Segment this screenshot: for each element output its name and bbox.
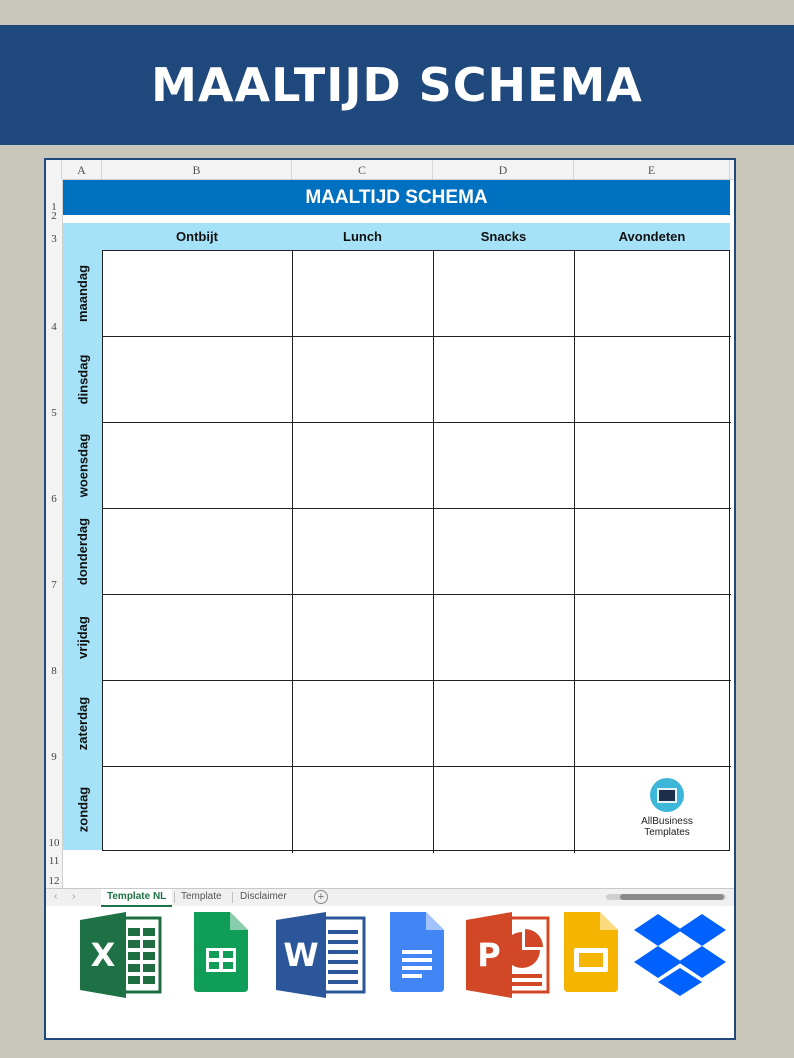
schedule-title[interactable] (63, 180, 730, 215)
excel-icon[interactable] (78, 910, 162, 1000)
app-icon-row (46, 910, 734, 1020)
meal-cell[interactable] (575, 251, 731, 337)
tab-template-nl[interactable]: Template NL (101, 889, 172, 907)
column-header-c[interactable]: C (292, 160, 433, 179)
select-all-corner[interactable] (46, 160, 62, 179)
schedule-title-text: MAALTIJD SCHEMA (305, 186, 488, 208)
google-slides-icon[interactable] (560, 910, 620, 994)
column-header-a[interactable]: A (62, 160, 102, 179)
meal-cell[interactable] (434, 681, 575, 767)
day-label: maandag (75, 264, 91, 322)
day-label: zondag (75, 786, 90, 832)
row-header-9[interactable]: 9 (51, 751, 57, 763)
day-cell-dinsdag[interactable] (63, 336, 102, 422)
day-column (63, 250, 102, 850)
meal-header-row (63, 223, 730, 250)
meal-cell[interactable] (293, 251, 434, 337)
sheet-tab-bar (46, 888, 734, 906)
tab-template[interactable]: Template (181, 891, 222, 902)
meal-header-snacks[interactable]: Snacks (480, 229, 527, 244)
meal-cell[interactable] (293, 767, 434, 853)
day-label: zaterdag (75, 696, 90, 750)
meal-cell[interactable] (103, 423, 293, 509)
laptop-icon (650, 778, 684, 812)
row-headers (46, 179, 63, 902)
meal-cell[interactable] (103, 251, 293, 337)
meal-cell[interactable] (434, 251, 575, 337)
add-sheet-button[interactable]: + (314, 890, 328, 904)
column-header-b[interactable]: B (102, 160, 292, 179)
tab-divider (232, 892, 233, 903)
dropbox-icon[interactable] (632, 910, 728, 998)
scrollbar-thumb[interactable] (620, 894, 724, 900)
meal-cell[interactable] (575, 423, 731, 509)
day-label: vrijdag (75, 615, 90, 659)
meal-header-lunch[interactable]: Lunch (343, 229, 382, 244)
day-label: dinsdag (75, 354, 90, 404)
tab-scroll-arrows-icon[interactable]: ‹ › (54, 891, 82, 902)
row-header-12[interactable]: 12 (48, 875, 60, 887)
page-banner (0, 25, 794, 145)
meal-header-ontbijt[interactable]: Ontbijt (176, 229, 218, 244)
day-label: woensdag (75, 433, 91, 497)
meal-header-avondeten[interactable]: Avondeten (618, 229, 686, 244)
row-header-6[interactable]: 6 (51, 493, 57, 505)
google-docs-icon[interactable] (386, 910, 446, 994)
meal-cell[interactable] (434, 423, 575, 509)
spreadsheet-preview (44, 158, 736, 1040)
banner-title: MAALTIJD SCHEMA (151, 58, 643, 112)
meal-cell[interactable] (103, 595, 293, 681)
svg-text:W: W (283, 936, 319, 974)
meal-cell[interactable] (575, 337, 731, 423)
meal-cell[interactable] (575, 509, 731, 595)
row-header-8[interactable]: 8 (51, 665, 57, 677)
row-header-4[interactable]: 4 (51, 321, 57, 333)
powerpoint-icon[interactable] (464, 910, 550, 1000)
row-header-11[interactable]: 11 (48, 855, 60, 867)
meal-cell[interactable] (293, 509, 434, 595)
logo-line-2: Templates (644, 827, 690, 838)
meal-cell[interactable] (434, 337, 575, 423)
row-header-2[interactable]: 2 (51, 210, 57, 222)
meal-cell[interactable] (103, 767, 293, 853)
day-cell-vrijdag[interactable] (63, 594, 102, 680)
meal-cell[interactable] (575, 681, 731, 767)
svg-text:P: P (477, 936, 501, 974)
meal-cell[interactable] (575, 595, 731, 681)
word-icon[interactable] (274, 910, 368, 1000)
meal-grid (102, 250, 730, 851)
day-cell-zondag[interactable] (63, 766, 102, 852)
day-cell-woensdag[interactable] (63, 422, 102, 508)
tab-disclaimer[interactable]: Disclaimer (240, 891, 287, 902)
day-cell-maandag[interactable] (63, 250, 102, 336)
meal-cell[interactable] (434, 509, 575, 595)
worksheet (46, 160, 734, 902)
row-header-7[interactable]: 7 (51, 579, 57, 591)
google-sheets-icon[interactable] (190, 910, 250, 994)
day-label: donderdag (75, 517, 91, 585)
meal-cell[interactable] (434, 595, 575, 681)
column-headers (46, 160, 734, 180)
meal-cell[interactable] (103, 337, 293, 423)
allbusiness-logo (627, 778, 707, 838)
meal-cell[interactable] (293, 681, 434, 767)
meal-cell[interactable] (103, 681, 293, 767)
day-cell-donderdag[interactable] (63, 508, 102, 594)
logo-line-1: AllBusiness (641, 816, 693, 827)
meal-cell[interactable] (434, 767, 575, 853)
meal-cell[interactable] (293, 595, 434, 681)
meal-cell[interactable] (103, 509, 293, 595)
row-header-3[interactable]: 3 (51, 233, 57, 245)
meal-cell[interactable] (293, 337, 434, 423)
column-header-e[interactable]: E (574, 160, 730, 179)
horizontal-scrollbar[interactable] (606, 894, 726, 900)
meal-cell[interactable] (293, 423, 434, 509)
column-header-d[interactable]: D (433, 160, 574, 179)
row-header-1[interactable]: 1 (51, 201, 57, 213)
row-header-5[interactable]: 5 (51, 407, 57, 419)
day-cell-zaterdag[interactable] (63, 680, 102, 766)
row-header-10[interactable]: 10 (48, 837, 60, 849)
svg-text:X: X (90, 936, 116, 974)
